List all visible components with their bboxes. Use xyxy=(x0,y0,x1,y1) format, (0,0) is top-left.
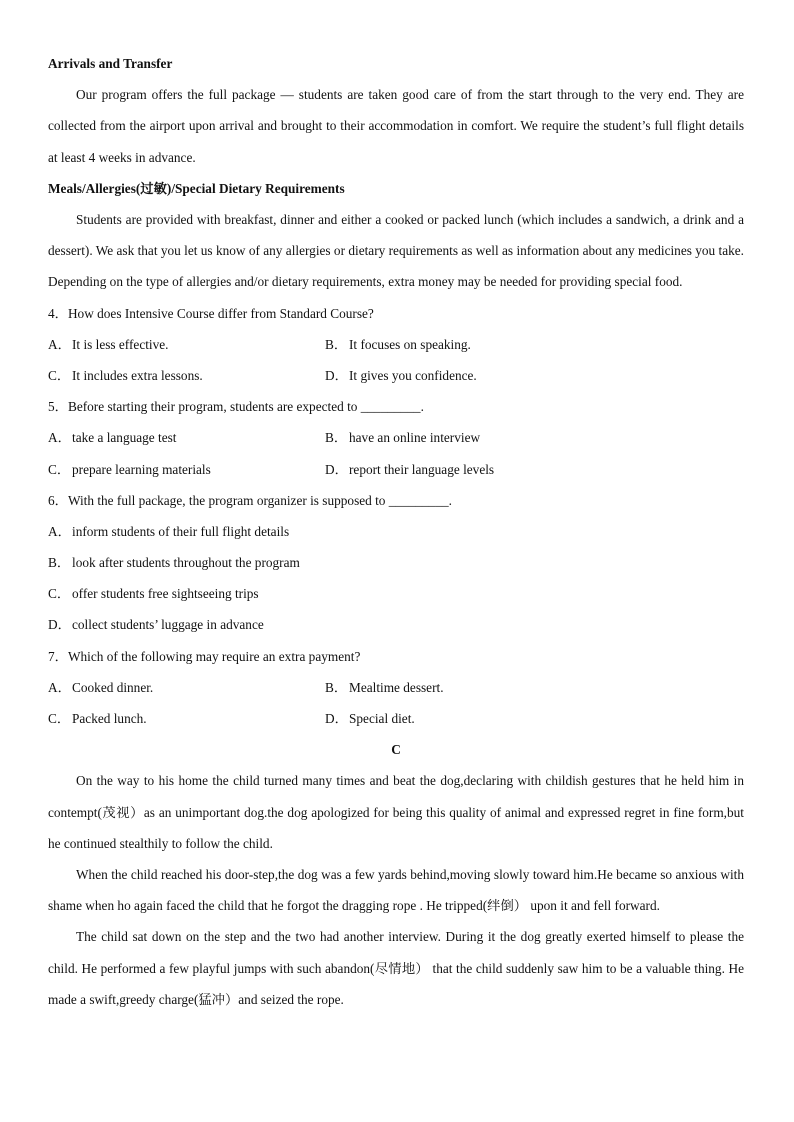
option-a: A．take a language test xyxy=(48,430,177,446)
option-a: A．It is less effective. xyxy=(48,336,169,352)
document-page xyxy=(48,48,744,1015)
passage-c-paragraph-2: When the child reached his door-step,the dog was a few yards behind,moving slowly toward him.He became so anxious with shame when ho again faced the child that he forgot the dragging rope . He tripped(绊倒） upon it and fell forward. xyxy=(48,867,744,914)
question-5-stem: 5．Before starting their program, students are expected to _________. xyxy=(48,399,424,415)
option-a: A．inform students of their full flight details xyxy=(48,523,290,539)
option-b: B． It focuses on speaking. xyxy=(325,336,471,352)
question-4-options-row-1 xyxy=(48,329,744,360)
option-b: B． have an online interview xyxy=(325,430,481,446)
question-7-stem: 7．Which of the following may require an extra payment? xyxy=(48,648,361,664)
option-d: D．It gives you confidence. xyxy=(325,367,477,383)
passage-c-paragraph-3: The child sat down on the step and the two had another interview. During it the dog greatly exerted himself to please the child. He performed a few playful jumps with such abandon(尽情地） that the child suddenly saw him to be a valuable thing. He made a swift,greedy charge(猛冲）and seized the rope. xyxy=(48,929,744,1007)
option-d: D．report their language levels xyxy=(325,461,495,477)
passage-c-paragraph-1: On the way to his home the child turned many times and beat the dog,declaring with childish gestures that he held him in contempt(茂视）as an unimportant dog.the dog apologized for being this quality of animal and expressed regret in fine form,but he continued stealthily to follow the child. xyxy=(48,773,744,851)
option-c: C． offer students free sightseeing trips xyxy=(48,586,259,602)
option-a: A．Cooked dinner. xyxy=(48,679,154,695)
question-4-options-row-2 xyxy=(48,360,744,391)
meals-paragraph: Students are provided with breakfast, dinner and either a cooked or packed lunch (which includes a sandwich, a drink and a dessert). We ask that you let us know of any allergies or dietary requirements as well as information about any medicines you take. Depending on the type of allergies and/or dietary requirements, extra money may be needed for providing special food. xyxy=(48,211,744,290)
question-4-stem: 4．How does Intensive Course differ from Standard Course? xyxy=(48,305,374,321)
option-c: C． prepare learning materials xyxy=(48,461,211,477)
option-d: D．collect students’ luggage in advance xyxy=(48,617,264,633)
question-6-stem: 6．With the full package, the program organizer is supposed to _________. xyxy=(48,492,452,508)
question-7-options-row-2 xyxy=(48,703,744,734)
option-d: D．Special diet. xyxy=(325,711,415,727)
option-b: B． Mealtime dessert. xyxy=(325,679,444,695)
question-5-options-row-2 xyxy=(48,454,744,485)
section-heading-meals: Meals/Allergies(过敏)/Special Dietary Requirements xyxy=(48,180,345,196)
arrivals-paragraph: Our program offers the full package — students are taken good care of from the start through to the very end. They are collected from the airport upon arrival and brought to their accommodation in comfort. We require the student’s full flight details at least 4 weeks in advance. xyxy=(48,87,744,165)
question-5-options-row-1 xyxy=(48,422,744,453)
passage-c-title: C xyxy=(391,742,401,758)
option-b: B． look after students throughout the program xyxy=(48,555,300,571)
question-7-options-row-1 xyxy=(48,672,744,703)
section-heading-arrivals: Arrivals and Transfer xyxy=(48,56,173,71)
option-c: C． Packed lunch. xyxy=(48,711,147,727)
option-c: C． It includes extra lessons. xyxy=(48,367,203,383)
